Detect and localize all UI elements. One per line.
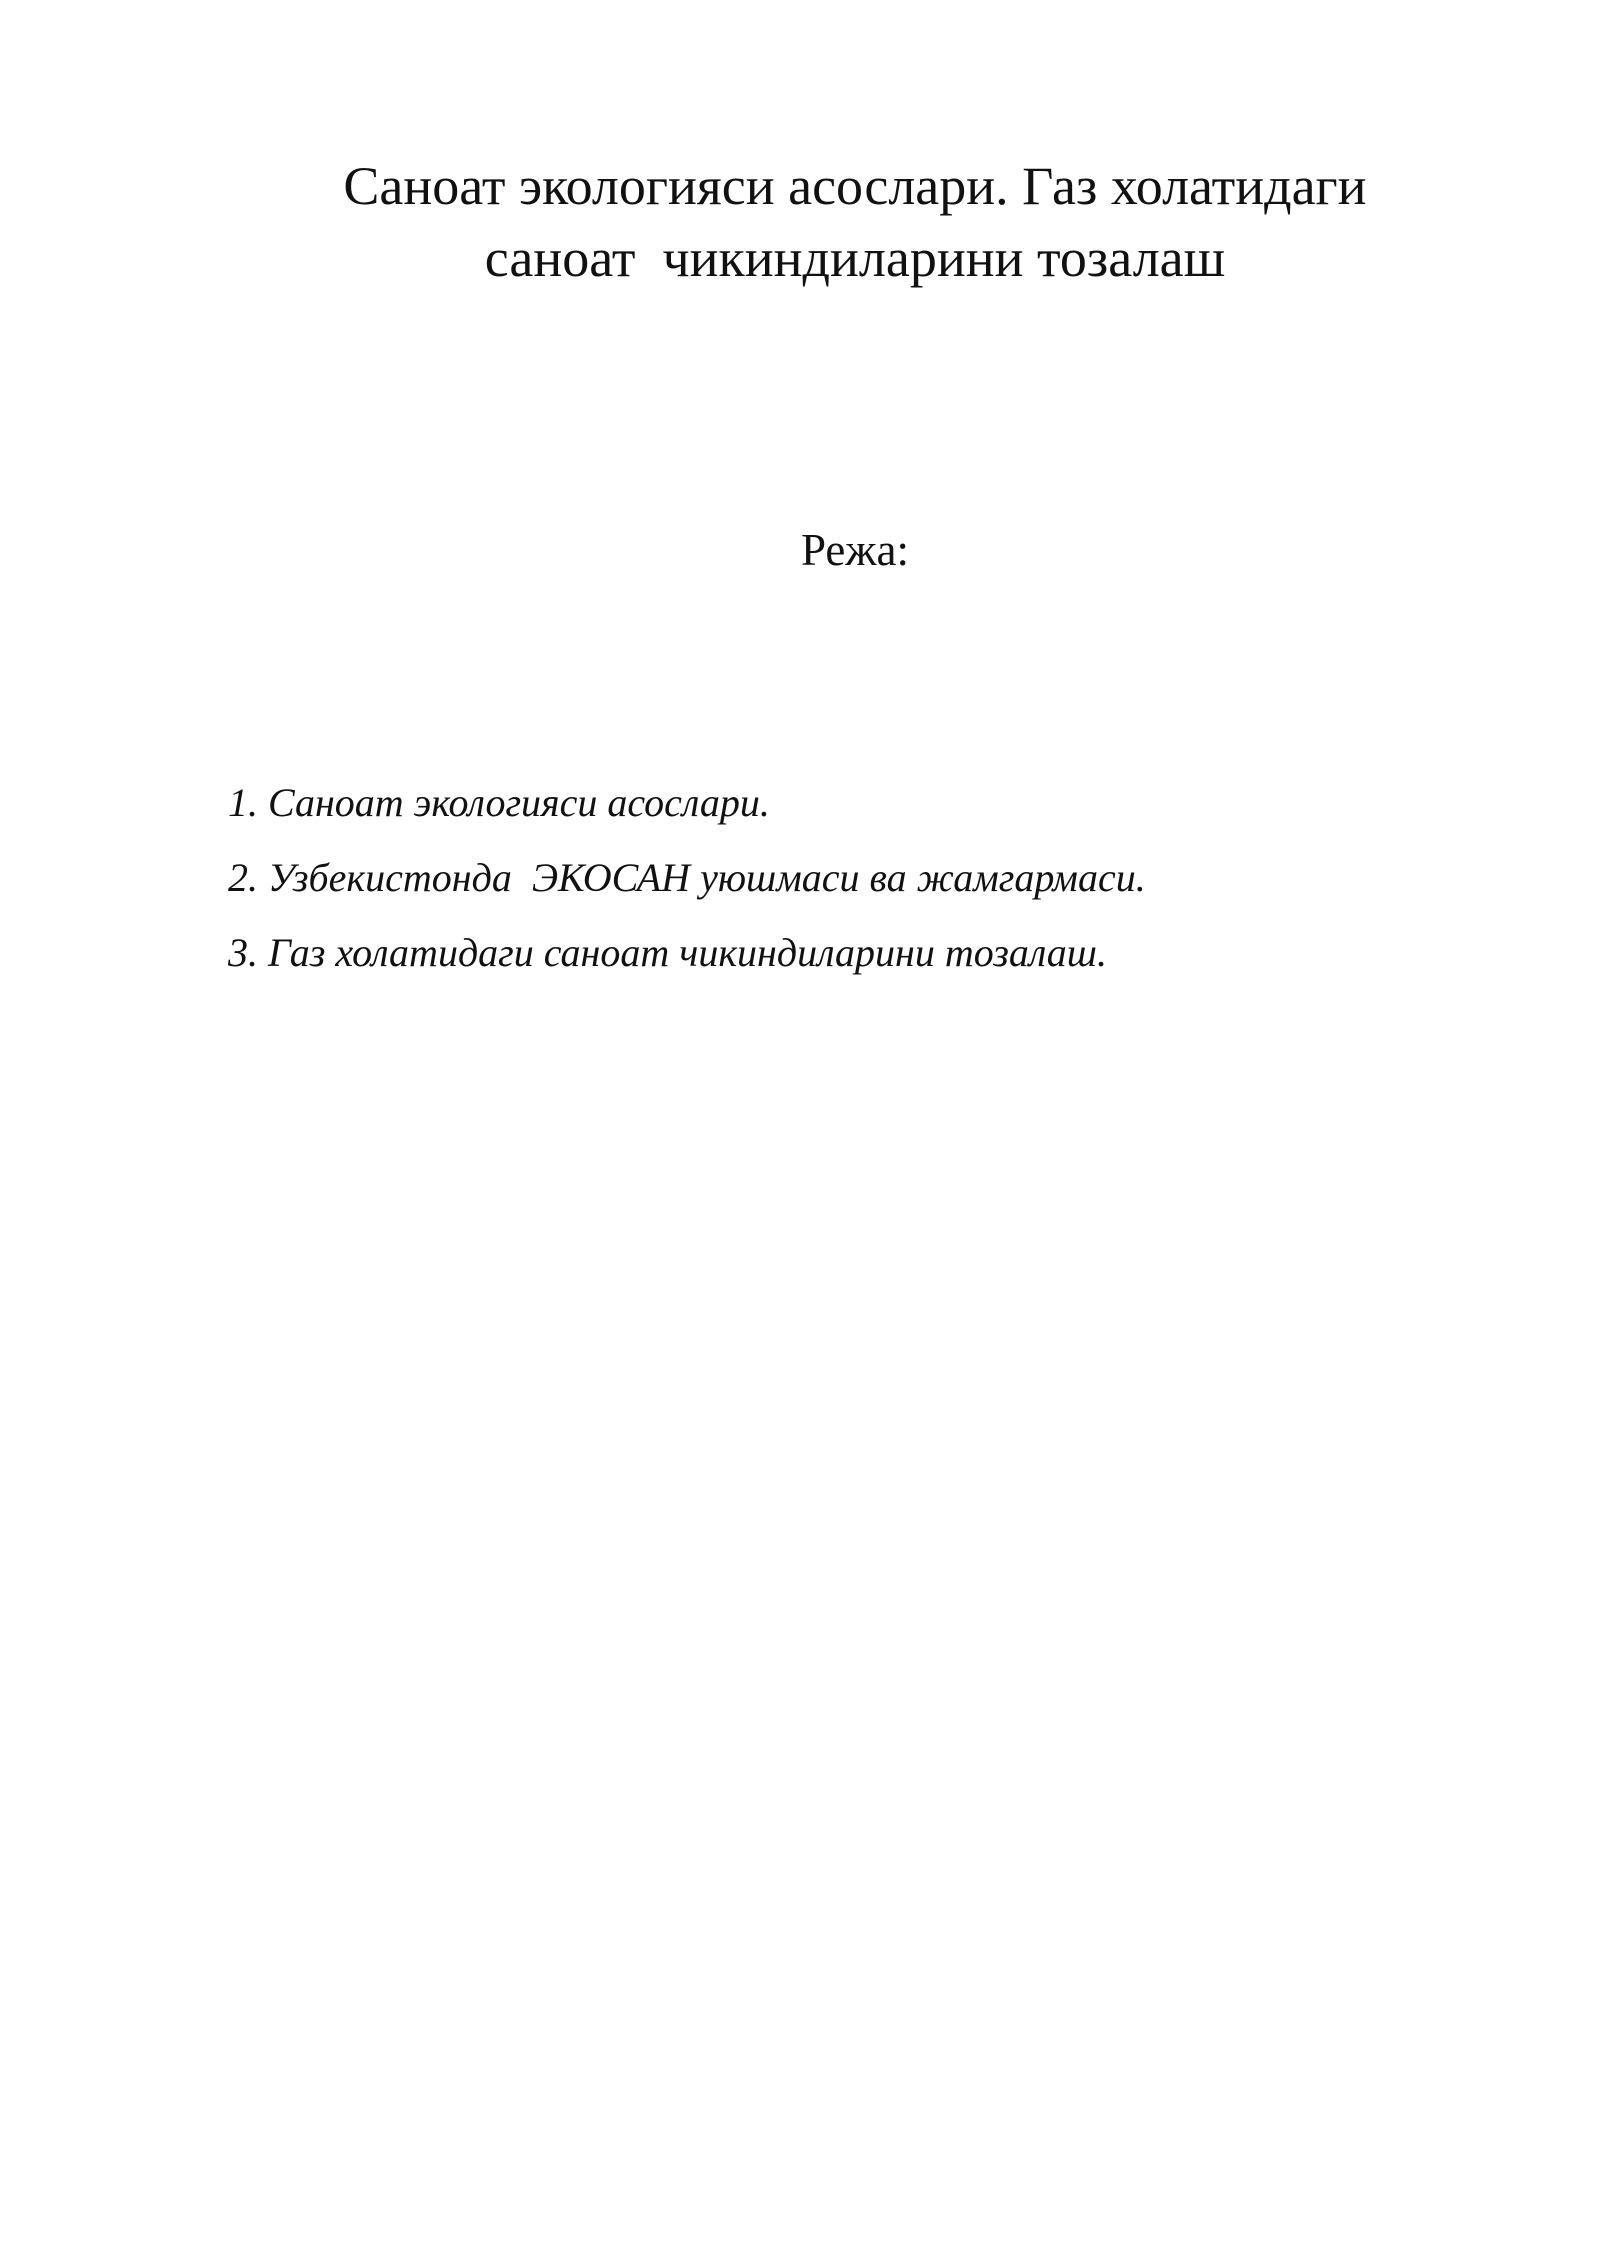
title-line-1: Саноат экологияси асослари. Газ холатидаги (343, 156, 1367, 216)
plan-item-1: 1. Саноат экологияси асослари. (228, 780, 770, 825)
plan-heading: Режа: (801, 525, 909, 575)
title-line-2: саноат чикиндиларини тозалаш (484, 228, 1226, 288)
plan-item-3: 3. Газ холатидаги саноат чикиндиларини тозалаш. (228, 930, 1107, 975)
plan-item-2: 2. Узбекистонда ЭКОСАН уюшмаси ва жамгармаси. (228, 855, 1146, 900)
plan-list (228, 765, 1146, 990)
document-title (200, 150, 1510, 294)
